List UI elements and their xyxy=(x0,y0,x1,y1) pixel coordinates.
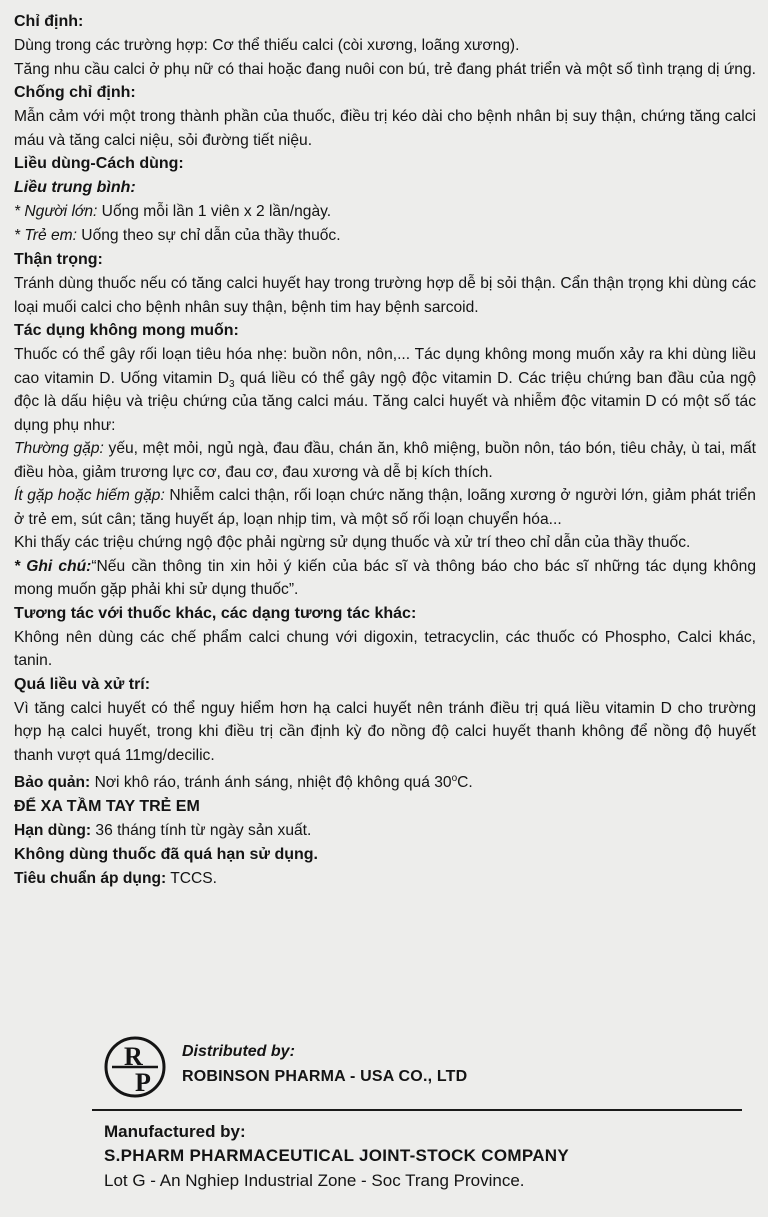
side-effects-rare-text: Nhiễm calci thận, rối loạn chức năng thận, loãng xương ở người lớn, giảm phát triển ở trẻ em, sút cân; tăng huyết áp, loạn nhịp tim, và một số rối loạn chuyển hóa... xyxy=(14,487,756,528)
manufacturer-address: Lot G - An Nghiep Industrial Zone - Soc Trang Province. xyxy=(104,1171,525,1190)
storage-text: Nơi khô ráo, tránh ánh sáng, nhiệt độ không quá 30 xyxy=(90,774,452,792)
contraindications-text: Mẫn cảm với một trong thành phần của thuốc, điều trị kéo dài cho bệnh nhân bị suy thận, chứng tăng calci máu và tăng calci niệu, sỏi đường tiết niệu. xyxy=(14,108,756,149)
precautions-heading: Thận trọng: xyxy=(14,251,103,268)
keep-away-warning: ĐỂ XA TẦM TAY TRẺ EM xyxy=(14,798,200,816)
side-effects-common-text: yếu, mệt mỏi, ngủ ngà, đau đầu, chán ăn, khô miệng, buồn nôn, táo bón, tiêu chảy, ù tai, mất điều hòa, giảm trương lực cơ, đau cơ, đau xương và dễ bị kích thích. xyxy=(14,440,756,481)
side-effects-text xyxy=(14,343,756,437)
side-effects-note xyxy=(14,555,756,602)
shelf-life xyxy=(14,819,756,843)
shelf-life-label: Hạn dùng: xyxy=(14,822,92,840)
distributor-label: Distributed by: xyxy=(182,1043,295,1060)
indications-heading: Chỉ định: xyxy=(14,13,84,30)
footer-divider xyxy=(92,1109,742,1111)
contraindications-heading: Chống chỉ định: xyxy=(14,84,136,101)
side-effects-common xyxy=(14,437,756,484)
degree-symbol: o xyxy=(451,773,458,784)
standard xyxy=(14,867,756,891)
interactions-heading: Tương tác với thuốc khác, các dạng tương tác khác: xyxy=(14,604,417,622)
side-effects-rare xyxy=(14,484,756,531)
storage-unit: C. xyxy=(457,774,473,792)
dosage-child xyxy=(14,224,756,248)
dosage-child-text: Uống theo sự chỉ dẫn của thầy thuốc. xyxy=(76,227,341,244)
manufacturer-name: S.PHARM PHARMACEUTICAL JOINT-STOCK COMPANY xyxy=(104,1146,570,1165)
robinson-pharma-logo-icon xyxy=(104,1036,166,1098)
side-effects-heading: Tác dụng không mong muốn: xyxy=(14,322,239,339)
side-effects-stop: Khi thấy các triệu chứng ngộ độc phải ngừng sử dụng thuốc và xử trí theo chỉ dẫn của thầy thuốc. xyxy=(14,534,691,551)
dosage-subheading: Liều trung bình: xyxy=(14,179,136,196)
expired-warning: Không dùng thuốc đã quá hạn sử dụng. xyxy=(14,846,318,864)
storage-label: Bảo quản: xyxy=(14,774,91,792)
side-effects-text-part2: quá liều có thể gây ngộ độc vitamin D. Các triệu chứng ban đầu của ngộ độc là dấu hiệu và triệu chứng của tăng calci máu. Tăng calci huyết và nhiễm độc vitamin D có một số tác dụng phụ như: xyxy=(14,369,756,434)
side-effects-rare-label: Ít gặp hoặc hiếm gặp: xyxy=(14,487,165,504)
standard-text: TCCS. xyxy=(166,870,218,888)
overdose-text: Vì tăng calci huyết có thể nguy hiểm hơn hạ calci huyết nên tránh điều trị quá liều vitamin D cho trường hợp hạ calci huyết, trong khi điều trị cần định kỳ đo nồng độ calci huyết thanh không để nồng độ huyết thanh vượt quá 11mg/decilic. xyxy=(14,699,756,764)
vitamin-d3-subscript: 3 xyxy=(229,378,235,390)
manufacturer-label: Manufactured by: xyxy=(104,1122,246,1141)
side-effects-note-label: * Ghi chú: xyxy=(14,557,92,575)
leaflet-body xyxy=(14,10,756,891)
logo-letter-r: R xyxy=(124,1042,143,1071)
standard-label: Tiêu chuẩn áp dụng: xyxy=(14,870,167,888)
interactions-text: Không nên dùng các chế phẩm calci chung với digoxin, tetracyclin, các thuốc có Phospho, Calci khác, tanin. xyxy=(14,628,756,669)
storage xyxy=(14,767,756,795)
shelf-life-text: 36 tháng tính từ ngày sản xuất. xyxy=(91,822,312,840)
indications-line-1: Dùng trong các trường hợp: Cơ thể thiếu calci (còi xương, loãng xương). xyxy=(14,37,520,54)
logo-letter-p: P xyxy=(135,1068,151,1097)
overdose-heading: Quá liều và xử trí: xyxy=(14,675,151,693)
dosage-child-label: * Trẻ em: xyxy=(14,227,77,244)
precautions-text: Tránh dùng thuốc nếu có tăng calci huyết hay trong trường hợp dễ bị sỏi thận. Cẩn thận trọng khi dùng các loại muối calci cho bệnh nhân suy thận, bệnh tim hay bệnh sarcoid. xyxy=(14,275,756,316)
dosage-adult xyxy=(14,200,756,224)
side-effects-note-text: “Nếu cần thông tin xin hỏi ý kiến của bác sĩ và thông báo cho bác sĩ những tác dụng không mong muốn gặp phải khi sử dụng thuốc”. xyxy=(14,557,757,598)
dosage-adult-text: Uống mỗi lần 1 viên x 2 lần/ngày. xyxy=(97,203,332,220)
side-effects-common-label: Thường gặp: xyxy=(14,440,104,457)
distributor-name: ROBINSON PHARMA - USA CO., LTD xyxy=(182,1068,468,1085)
side-effects-text-part1: Thuốc có thể gây rối loạn tiêu hóa nhẹ: buồn nôn, nôn,... Tác dụng không mong muốn xảy ra khi dùng liều cao vitamin D. Uống vitamin D xyxy=(14,346,756,387)
dosage-adult-label: * Người lớn: xyxy=(14,203,98,220)
dosage-heading: Liều dùng-Cách dùng: xyxy=(14,155,184,172)
indications-line-2: Tăng nhu cầu calci ở phụ nữ có thai hoặc đang nuôi con bú, trẻ đang phát triển và một số tình trạng dị ứng. xyxy=(14,60,756,78)
